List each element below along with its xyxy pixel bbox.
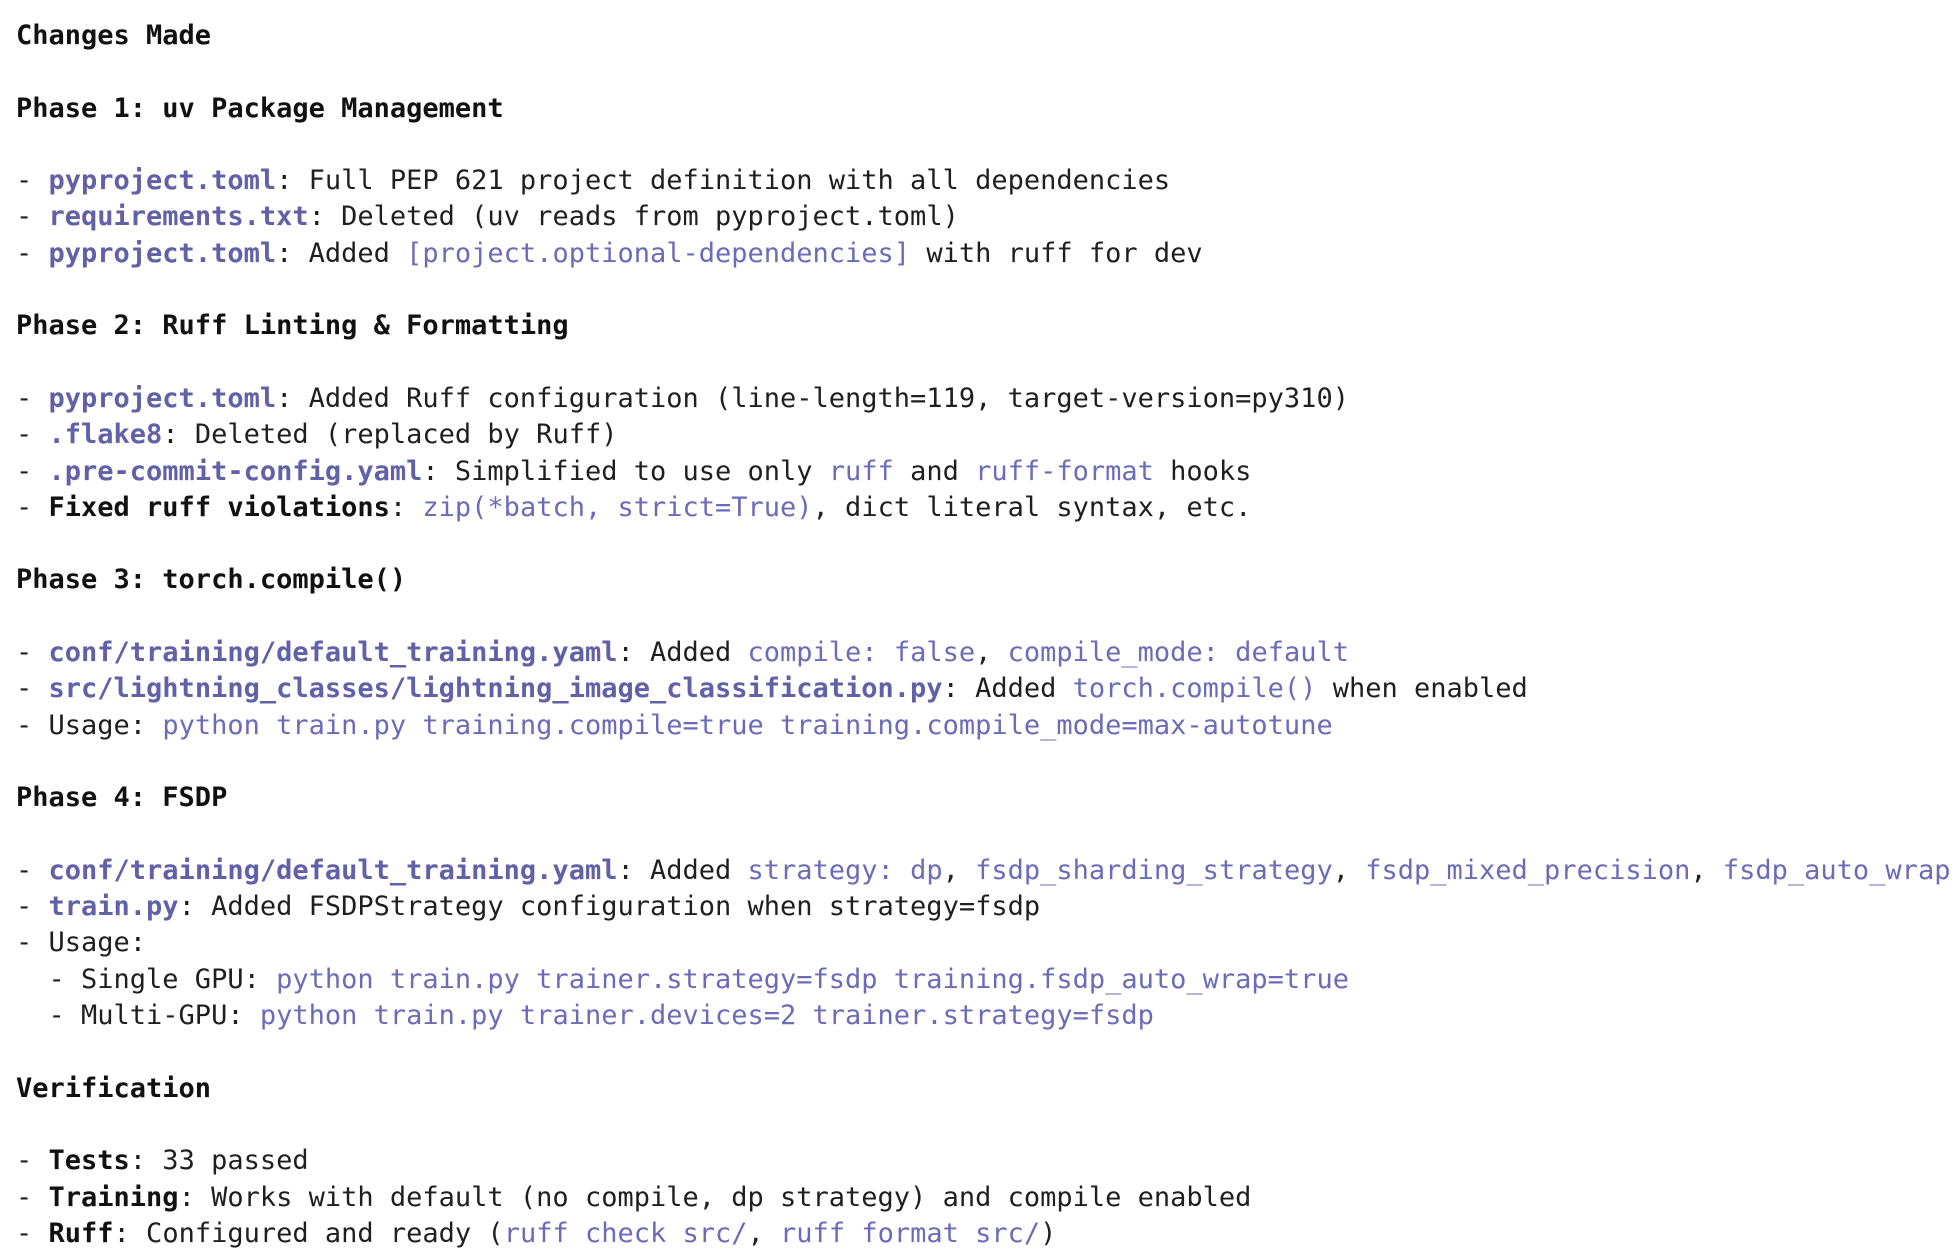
inline-code: compile: false	[747, 637, 976, 669]
file-name: requirements.txt	[48, 201, 309, 233]
plain-text: ,	[747, 1217, 781, 1249]
plain-text: , dict literal syntax, etc.	[812, 491, 1252, 523]
section-heading: Changes Made	[16, 20, 212, 51]
file-name: src/lightning_classes/lightning_image_classification.py	[48, 673, 943, 705]
section-heading: Phase 3: torch.compile()	[16, 564, 407, 596]
inline-code: strategy: dp	[747, 854, 943, 886]
list-item	[16, 1180, 1960, 1216]
inline-code: [project.optional-dependencies]	[406, 237, 911, 269]
plain-text: with ruff for dev	[910, 237, 1203, 269]
section-heading: Phase 2: Ruff Linting & Formatting	[16, 310, 569, 342]
bold-label: Fixed ruff violations	[48, 491, 390, 523]
list-item	[16, 163, 1960, 199]
bold-label: Tests	[48, 1145, 130, 1177]
section-heading: Verification	[16, 1072, 212, 1104]
bold-label: Ruff	[48, 1217, 114, 1249]
inline-code: python train.py training.compile=true training.compile_mode=max-autotune	[162, 709, 1333, 741]
file-name: pyproject.toml	[48, 237, 277, 269]
plain-text: : Added	[276, 237, 407, 269]
blank-line	[16, 1034, 1960, 1070]
plain-text: : Added	[942, 673, 1073, 705]
blank-line	[16, 54, 1960, 90]
inline-code: ruff format src/	[780, 1217, 1041, 1249]
plain-text: ,	[1690, 854, 1723, 886]
inline-code: ruff-format	[975, 455, 1154, 487]
inline-code: ruff	[828, 455, 894, 487]
blank-line	[16, 526, 1960, 562]
plain-text: -	[16, 673, 49, 705]
plain-text: : Deleted (replaced by Ruff)	[162, 419, 618, 451]
plain-text: : Added Ruff configuration (line-length=119, target-version=py310)	[276, 382, 1349, 414]
file-name: conf/training/default_training.yaml	[48, 854, 618, 886]
plain-text: -	[16, 491, 49, 523]
list-item	[16, 454, 1960, 490]
file-name: .pre-commit-config.yaml	[48, 455, 423, 487]
plain-text: :	[389, 491, 423, 523]
list-item	[16, 962, 1960, 998]
inline-code: fsdp_auto_wrap	[1722, 854, 1951, 886]
plain-text: - Usage:	[16, 709, 163, 741]
plain-text: - Multi-GPU:	[16, 1000, 260, 1032]
blank-line	[16, 1107, 1960, 1143]
plain-text: -	[16, 237, 49, 269]
blank-line	[16, 272, 1960, 308]
list-item	[16, 1143, 1960, 1179]
blank-line	[16, 599, 1960, 635]
inline-code: torch.compile()	[1072, 673, 1317, 705]
list-item	[16, 417, 1960, 453]
bold-label: Training	[48, 1181, 179, 1213]
blank-line	[16, 345, 1960, 381]
inline-code: zip(*batch, strict=True)	[422, 491, 813, 523]
plain-text: : Full PEP 621 project definition with all dependencies	[276, 165, 1171, 197]
plain-text: -	[16, 165, 49, 197]
plain-text: ,	[975, 637, 1008, 669]
list-item	[16, 998, 1960, 1034]
plain-text: -	[16, 201, 49, 233]
list-item	[16, 671, 1960, 707]
plain-text: -	[16, 854, 49, 886]
plain-text: and	[893, 455, 976, 487]
plain-text: -	[16, 1217, 49, 1249]
list-item	[16, 889, 1960, 925]
plain-text: : Configured and ready (	[113, 1217, 504, 1249]
plain-text: hooks	[1153, 455, 1252, 487]
list-item	[16, 199, 1960, 235]
plain-text: -	[16, 419, 49, 451]
list-item	[16, 925, 1960, 961]
file-name: .flake8	[48, 419, 163, 451]
plain-text: : 33 passed	[129, 1145, 309, 1177]
list-item	[16, 708, 1960, 744]
inline-code: python train.py trainer.strategy=fsdp training.fsdp_auto_wrap=true	[276, 963, 1349, 995]
list-item	[16, 236, 1960, 272]
plain-text: : Deleted (uv reads from pyproject.toml)	[308, 201, 959, 233]
blank-line	[16, 817, 1960, 853]
inline-code: fsdp_sharding_strategy	[975, 854, 1333, 886]
file-name: pyproject.toml	[48, 165, 277, 197]
list-item	[16, 381, 1960, 417]
plain-text: -	[16, 455, 49, 487]
plain-text: when enabled	[1316, 673, 1528, 705]
inline-code: ruff check src/	[503, 1217, 748, 1249]
file-name: train.py	[48, 891, 179, 923]
plain-text: : Simplified to use only	[422, 455, 829, 487]
plain-text: )	[1040, 1217, 1057, 1249]
plain-text: ,	[942, 854, 976, 886]
plain-text: : Added FSDPStrategy configuration when strategy=fsdp	[178, 891, 1041, 923]
plain-text: : Added	[617, 854, 748, 886]
blank-line	[16, 127, 1960, 163]
plain-text: -	[16, 891, 49, 923]
section-heading: Phase 1: uv Package Management	[16, 92, 504, 124]
list-item	[16, 853, 1960, 889]
section-heading: Phase 4: FSDP	[16, 782, 228, 814]
plain-text: - Single GPU:	[16, 963, 277, 995]
inline-code: compile_mode: default	[1007, 637, 1349, 669]
plain-text: : Added	[617, 637, 748, 669]
list-item	[16, 1216, 1960, 1252]
inline-code: fsdp_mixed_precision	[1365, 854, 1691, 886]
plain-text: -	[16, 382, 49, 414]
list-item	[16, 490, 1960, 526]
file-name: conf/training/default_training.yaml	[48, 637, 618, 669]
list-item	[16, 635, 1960, 671]
blank-line	[16, 744, 1960, 780]
plain-text: -	[16, 1181, 49, 1213]
plain-text: ,	[1332, 854, 1366, 886]
file-name: pyproject.toml	[48, 382, 277, 414]
plain-text: : Works with default (no compile, dp strategy) and compile enabled	[178, 1181, 1252, 1213]
inline-code: python train.py trainer.devices=2 trainer.strategy=fsdp	[259, 1000, 1154, 1032]
plain-text: -	[16, 1145, 49, 1177]
plain-text: -	[16, 637, 49, 669]
plain-text: - Usage:	[16, 927, 147, 959]
